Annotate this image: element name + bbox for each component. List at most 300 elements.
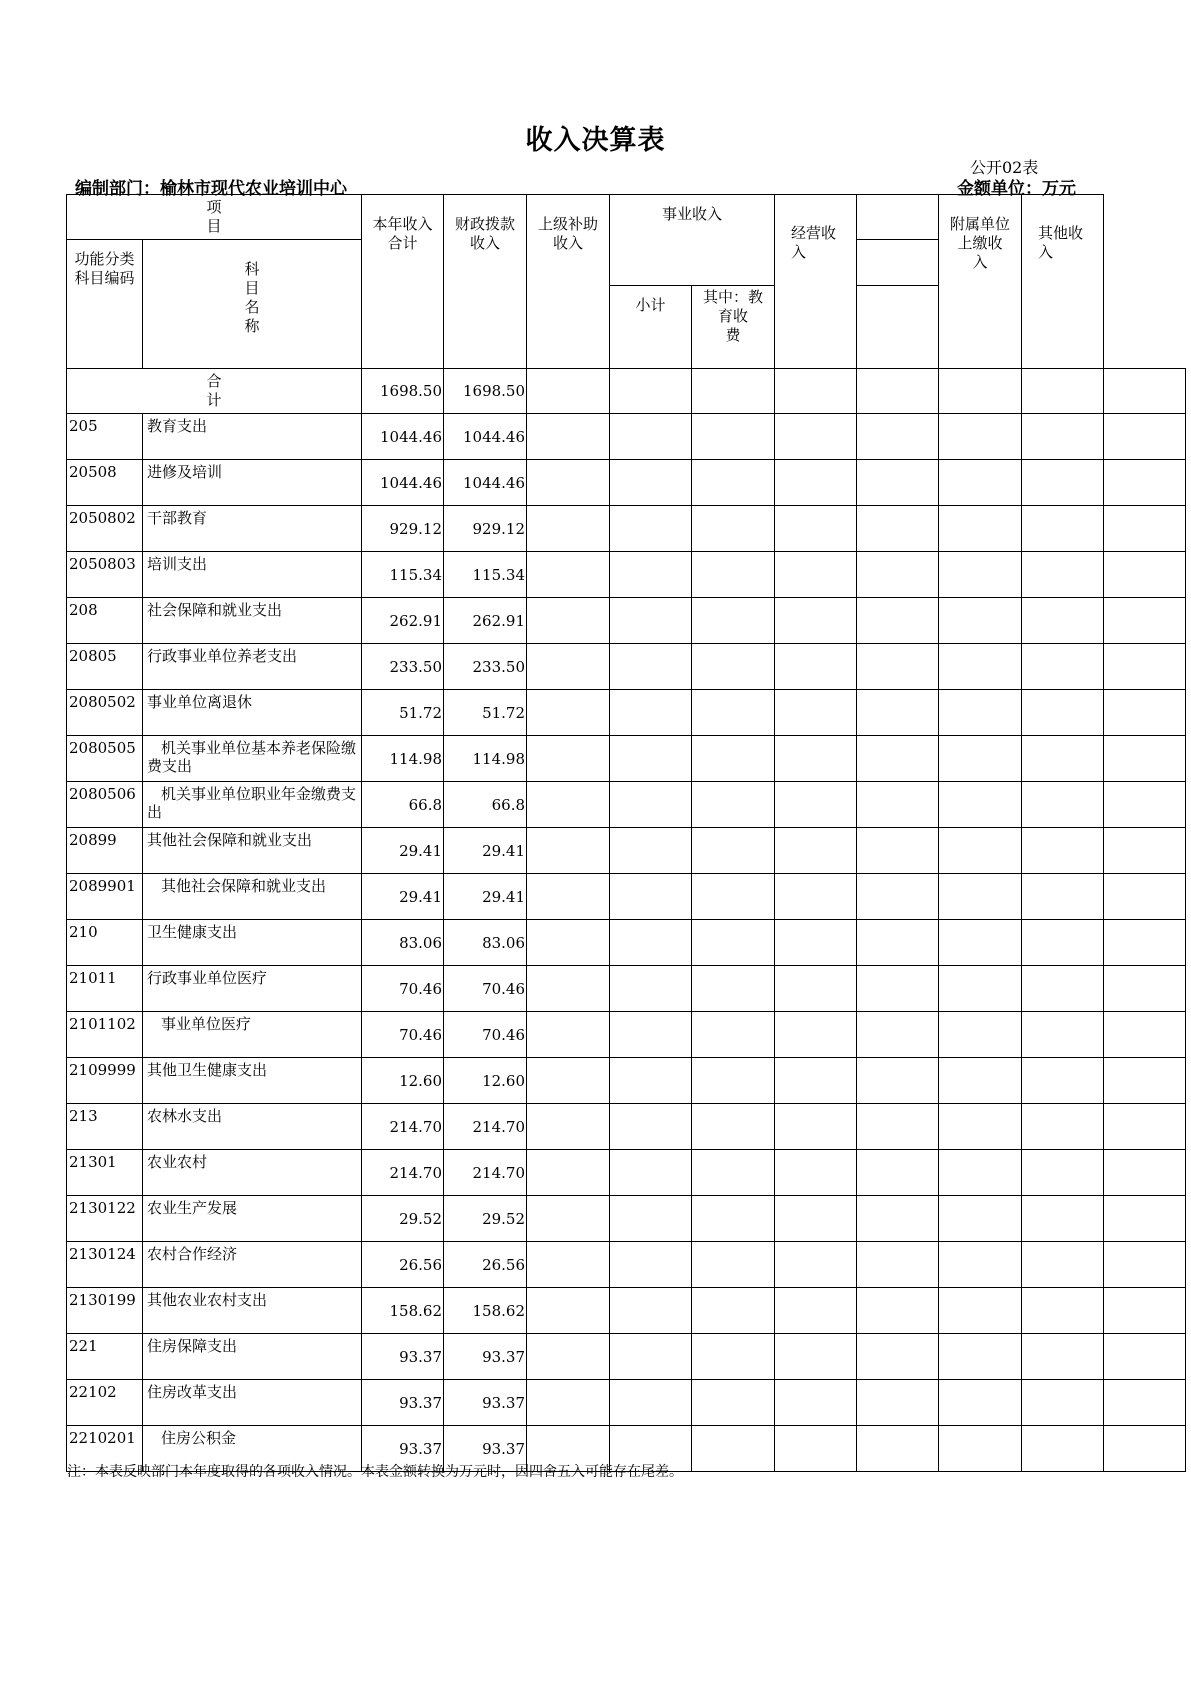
empty-cell	[1022, 460, 1104, 506]
row-total-income: 29.41	[362, 828, 444, 874]
income-table	[66, 194, 1186, 1472]
row-total-income: 1044.46	[362, 460, 444, 506]
empty-cell	[939, 644, 1022, 690]
row-fiscal: 93.37	[444, 1334, 527, 1380]
empty-cell	[1022, 598, 1104, 644]
empty-cell	[939, 598, 1022, 644]
empty-cell	[1022, 874, 1104, 920]
row-fiscal: 114.98	[444, 736, 527, 782]
row-code: 2050803	[67, 552, 143, 598]
empty-cell	[775, 736, 857, 782]
row-fiscal: 214.70	[444, 1104, 527, 1150]
empty-cell	[527, 1288, 610, 1334]
empty-cell	[692, 552, 775, 598]
row-fiscal: 29.41	[444, 874, 527, 920]
row-fiscal: 93.37	[444, 1426, 527, 1472]
empty-cell	[857, 1380, 939, 1426]
empty-cell	[692, 1334, 775, 1380]
empty-cell	[1104, 1334, 1186, 1380]
empty-cell	[857, 1150, 939, 1196]
empty-cell	[939, 552, 1022, 598]
empty-cell	[610, 1288, 692, 1334]
table-note: 注：本表反映部门本年度取得的各项收入情况。本表金额转换为万元时，因四舍五入可能存在尾差。	[67, 1464, 683, 1480]
empty-cell	[1104, 1150, 1186, 1196]
empty-cell	[857, 920, 939, 966]
empty-cell	[610, 460, 692, 506]
empty-cell	[1022, 736, 1104, 782]
empty-cell	[1104, 1242, 1186, 1288]
empty-cell	[1022, 552, 1104, 598]
row-name: 农业农村	[143, 1150, 362, 1196]
table-number: 公开02表	[970, 158, 1039, 177]
empty-cell	[1022, 966, 1104, 1012]
table-row	[67, 414, 1186, 460]
empty-cell	[857, 1426, 939, 1472]
empty-cell	[527, 1334, 610, 1380]
empty-cell	[610, 552, 692, 598]
empty-cell	[610, 874, 692, 920]
empty-cell	[775, 1150, 857, 1196]
row-name: 农林水支出	[143, 1104, 362, 1150]
empty-cell	[1104, 552, 1186, 598]
row-name: 教育支出	[143, 414, 362, 460]
table-row	[67, 920, 1186, 966]
row-name: 行政事业单位养老支出	[143, 644, 362, 690]
table-row	[67, 1196, 1186, 1242]
empty-cell	[1104, 920, 1186, 966]
empty-cell	[775, 1196, 857, 1242]
empty-cell	[692, 598, 775, 644]
empty-cell	[610, 1012, 692, 1058]
empty-cell	[610, 1104, 692, 1150]
empty-cell	[692, 1196, 775, 1242]
empty-cell	[775, 828, 857, 874]
row-total-income: 12.60	[362, 1058, 444, 1104]
total-fiscal-cell: 1698.50	[444, 369, 527, 414]
total-row	[67, 369, 1186, 414]
row-name: 农业生产发展	[143, 1196, 362, 1242]
row-fiscal: 51.72	[444, 690, 527, 736]
row-code: 208	[67, 598, 143, 644]
total-income-cell: 1698.50	[362, 369, 444, 414]
row-total-income: 214.70	[362, 1150, 444, 1196]
empty-cell	[610, 736, 692, 782]
row-total-income: 1044.46	[362, 414, 444, 460]
empty-cell	[527, 414, 610, 460]
empty-cell	[692, 506, 775, 552]
row-name: 住房改革支出	[143, 1380, 362, 1426]
empty-cell	[857, 369, 939, 414]
row-fiscal: 66.8	[444, 782, 527, 828]
empty-cell	[1104, 598, 1186, 644]
row-code: 210	[67, 920, 143, 966]
empty-cell	[939, 920, 1022, 966]
empty-cell	[775, 506, 857, 552]
row-total-income: 93.37	[362, 1334, 444, 1380]
row-code: 21301	[67, 1150, 143, 1196]
empty-cell	[939, 1150, 1022, 1196]
empty-cell	[857, 1288, 939, 1334]
header-superior: 上级补助 收入	[527, 195, 610, 369]
row-code: 2130124	[67, 1242, 143, 1288]
row-total-income: 233.50	[362, 644, 444, 690]
table-row	[67, 874, 1186, 920]
empty-cell	[610, 1380, 692, 1426]
row-total-income: 158.62	[362, 1288, 444, 1334]
empty-cell	[939, 460, 1022, 506]
empty-cell	[692, 414, 775, 460]
header-fiscal: 财政拨款 收入	[444, 195, 527, 369]
empty-cell	[1104, 1104, 1186, 1150]
table-row	[67, 644, 1186, 690]
row-name: 卫生健康支出	[143, 920, 362, 966]
empty-cell	[857, 1196, 939, 1242]
empty-cell	[857, 690, 939, 736]
header-blank-1	[857, 195, 939, 240]
empty-cell	[857, 1012, 939, 1058]
row-code: 2101102	[67, 1012, 143, 1058]
empty-cell	[775, 552, 857, 598]
empty-cell	[775, 460, 857, 506]
row-fiscal: 26.56	[444, 1242, 527, 1288]
empty-cell	[610, 644, 692, 690]
empty-cell	[692, 1288, 775, 1334]
row-code: 20899	[67, 828, 143, 874]
empty-cell	[610, 598, 692, 644]
empty-cell	[527, 828, 610, 874]
row-name: 进修及培训	[143, 460, 362, 506]
empty-cell	[692, 782, 775, 828]
empty-cell	[939, 874, 1022, 920]
row-fiscal: 83.06	[444, 920, 527, 966]
empty-cell	[939, 828, 1022, 874]
empty-cell	[692, 1104, 775, 1150]
row-code: 205	[67, 414, 143, 460]
empty-cell	[857, 1242, 939, 1288]
empty-cell	[692, 1058, 775, 1104]
empty-cell	[527, 1150, 610, 1196]
empty-cell	[1022, 1150, 1104, 1196]
empty-cell	[939, 736, 1022, 782]
header-edu-fee: 其中：教 育收 费	[692, 286, 775, 369]
empty-cell	[1022, 1334, 1104, 1380]
empty-cell	[775, 1058, 857, 1104]
empty-cell	[527, 1196, 610, 1242]
empty-cell	[857, 552, 939, 598]
row-name: 社会保障和就业支出	[143, 598, 362, 644]
row-fiscal: 29.52	[444, 1196, 527, 1242]
empty-cell	[527, 736, 610, 782]
table-row	[67, 1334, 1186, 1380]
empty-cell	[1104, 506, 1186, 552]
empty-cell	[1022, 1426, 1104, 1472]
row-total-income: 114.98	[362, 736, 444, 782]
empty-cell	[857, 1104, 939, 1150]
empty-cell	[775, 966, 857, 1012]
row-name: 机关事业单位职业年金缴费支出	[143, 782, 362, 828]
empty-cell	[775, 1012, 857, 1058]
row-total-income: 26.56	[362, 1242, 444, 1288]
empty-cell	[775, 1334, 857, 1380]
row-fiscal: 262.91	[444, 598, 527, 644]
empty-cell	[857, 874, 939, 920]
empty-cell	[692, 1242, 775, 1288]
empty-cell	[692, 369, 775, 414]
empty-cell	[1104, 1380, 1186, 1426]
empty-cell	[692, 460, 775, 506]
empty-cell	[775, 690, 857, 736]
table-row	[67, 460, 1186, 506]
empty-cell	[775, 920, 857, 966]
empty-cell	[857, 966, 939, 1012]
row-total-income: 29.41	[362, 874, 444, 920]
row-total-income: 51.72	[362, 690, 444, 736]
empty-cell	[527, 644, 610, 690]
row-fiscal: 29.41	[444, 828, 527, 874]
empty-cell	[1022, 828, 1104, 874]
table-row	[67, 690, 1186, 736]
empty-cell	[939, 1380, 1022, 1426]
row-fiscal: 115.34	[444, 552, 527, 598]
empty-cell	[1022, 414, 1104, 460]
empty-cell	[527, 874, 610, 920]
empty-cell	[939, 1288, 1022, 1334]
empty-cell	[1022, 1058, 1104, 1104]
row-name: 干部教育	[143, 506, 362, 552]
empty-cell	[1104, 414, 1186, 460]
empty-cell	[610, 1334, 692, 1380]
row-name: 其他卫生健康支出	[143, 1058, 362, 1104]
table-row	[67, 1012, 1186, 1058]
empty-cell	[939, 506, 1022, 552]
row-code: 2210201	[67, 1426, 143, 1472]
row-code: 21011	[67, 966, 143, 1012]
row-code: 2089901	[67, 874, 143, 920]
row-name: 机关事业单位基本养老保险缴费支出	[143, 736, 362, 782]
row-total-income: 214.70	[362, 1104, 444, 1150]
row-fiscal: 12.60	[444, 1058, 527, 1104]
table-row	[67, 828, 1186, 874]
header-subject-name: 科 目 名 称	[143, 240, 362, 369]
empty-cell	[1022, 782, 1104, 828]
row-name: 住房保障支出	[143, 1334, 362, 1380]
row-name: 农村合作经济	[143, 1242, 362, 1288]
row-code: 2130122	[67, 1196, 143, 1242]
empty-cell	[857, 736, 939, 782]
table-row	[67, 1104, 1186, 1150]
row-fiscal: 158.62	[444, 1288, 527, 1334]
empty-cell	[939, 1196, 1022, 1242]
empty-cell	[939, 414, 1022, 460]
header-business-income: 事业收入	[610, 195, 775, 286]
empty-cell	[692, 1150, 775, 1196]
empty-cell	[692, 874, 775, 920]
table-row	[67, 736, 1186, 782]
empty-cell	[1104, 1426, 1186, 1472]
table-row	[67, 966, 1186, 1012]
compiling-department: 编制部门：榆林市现代农业培训中心	[75, 179, 347, 199]
row-total-income: 70.46	[362, 1012, 444, 1058]
row-total-income: 66.8	[362, 782, 444, 828]
empty-cell	[610, 1242, 692, 1288]
header-affiliated: 附属单位 上缴收 入	[939, 195, 1022, 369]
empty-cell	[1022, 1380, 1104, 1426]
row-total-income: 93.37	[362, 1426, 444, 1472]
table-row	[67, 598, 1186, 644]
row-name: 行政事业单位医疗	[143, 966, 362, 1012]
empty-cell	[527, 1012, 610, 1058]
empty-cell	[1104, 782, 1186, 828]
empty-cell	[775, 369, 857, 414]
empty-cell	[1104, 736, 1186, 782]
empty-cell	[527, 1242, 610, 1288]
empty-cell	[610, 1058, 692, 1104]
empty-cell	[1022, 1242, 1104, 1288]
empty-cell	[775, 1242, 857, 1288]
empty-cell	[1104, 369, 1186, 414]
row-fiscal: 1044.46	[444, 414, 527, 460]
empty-cell	[1104, 1012, 1186, 1058]
table-row	[67, 1058, 1186, 1104]
empty-cell	[1022, 644, 1104, 690]
empty-cell	[857, 460, 939, 506]
empty-cell	[527, 782, 610, 828]
table-row	[67, 1288, 1186, 1334]
header-other: 其他收 入	[1022, 195, 1104, 369]
row-name: 其他农业农村支出	[143, 1288, 362, 1334]
empty-cell	[1022, 920, 1104, 966]
empty-cell	[1022, 690, 1104, 736]
row-name: 事业单位医疗	[143, 1012, 362, 1058]
empty-cell	[692, 1426, 775, 1472]
row-total-income: 93.37	[362, 1380, 444, 1426]
empty-cell	[857, 782, 939, 828]
empty-cell	[1104, 1288, 1186, 1334]
empty-cell	[1022, 1288, 1104, 1334]
empty-cell	[527, 690, 610, 736]
empty-cell	[692, 966, 775, 1012]
row-fiscal: 233.50	[444, 644, 527, 690]
empty-cell	[610, 920, 692, 966]
empty-cell	[610, 414, 692, 460]
empty-cell	[527, 369, 610, 414]
page-title: 收入决算表	[525, 125, 666, 156]
row-total-income: 262.91	[362, 598, 444, 644]
empty-cell	[1022, 1104, 1104, 1150]
row-code: 213	[67, 1104, 143, 1150]
empty-cell	[939, 1058, 1022, 1104]
empty-cell	[939, 690, 1022, 736]
empty-cell	[939, 1242, 1022, 1288]
table-row	[67, 782, 1186, 828]
table-row	[67, 506, 1186, 552]
header-subtotal: 小计	[610, 286, 692, 369]
empty-cell	[857, 414, 939, 460]
empty-cell	[527, 966, 610, 1012]
header-func-code: 功能分类 科目编码	[67, 240, 143, 369]
empty-cell	[527, 552, 610, 598]
empty-cell	[1104, 460, 1186, 506]
row-code: 2109999	[67, 1058, 143, 1104]
empty-cell	[775, 1104, 857, 1150]
empty-cell	[527, 1380, 610, 1426]
header-item: 项 目	[67, 195, 362, 240]
empty-cell	[610, 690, 692, 736]
empty-cell	[939, 1012, 1022, 1058]
empty-cell	[1104, 690, 1186, 736]
empty-cell	[527, 506, 610, 552]
empty-cell	[775, 598, 857, 644]
empty-cell	[692, 920, 775, 966]
row-fiscal: 1044.46	[444, 460, 527, 506]
row-total-income: 115.34	[362, 552, 444, 598]
total-label: 合 计	[67, 369, 362, 414]
empty-cell	[1104, 874, 1186, 920]
empty-cell	[610, 1150, 692, 1196]
row-name: 住房公积金	[143, 1426, 362, 1472]
row-code: 2080502	[67, 690, 143, 736]
empty-cell	[1022, 1012, 1104, 1058]
empty-cell	[1022, 506, 1104, 552]
row-code: 2130199	[67, 1288, 143, 1334]
empty-cell	[857, 828, 939, 874]
empty-cell	[1104, 966, 1186, 1012]
row-code: 221	[67, 1334, 143, 1380]
row-name: 其他社会保障和就业支出	[143, 828, 362, 874]
empty-cell	[1104, 644, 1186, 690]
empty-cell	[857, 644, 939, 690]
empty-cell	[775, 1380, 857, 1426]
empty-cell	[1104, 1196, 1186, 1242]
header-blank-3	[857, 286, 939, 369]
row-total-income: 70.46	[362, 966, 444, 1012]
empty-cell	[1104, 1058, 1186, 1104]
row-total-income: 83.06	[362, 920, 444, 966]
empty-cell	[775, 1288, 857, 1334]
row-code: 2080505	[67, 736, 143, 782]
empty-cell	[1104, 828, 1186, 874]
header-operating: 经营收 入	[775, 195, 857, 369]
row-fiscal: 93.37	[444, 1380, 527, 1426]
row-code: 20805	[67, 644, 143, 690]
empty-cell	[775, 874, 857, 920]
empty-cell	[527, 1058, 610, 1104]
empty-cell	[1022, 369, 1104, 414]
empty-cell	[610, 828, 692, 874]
empty-cell	[610, 369, 692, 414]
empty-cell	[692, 736, 775, 782]
empty-cell	[610, 506, 692, 552]
empty-cell	[527, 920, 610, 966]
row-code: 22102	[67, 1380, 143, 1426]
row-code: 2050802	[67, 506, 143, 552]
empty-cell	[610, 966, 692, 1012]
header-total-income: 本年收入 合计	[362, 195, 444, 369]
amount-unit: 金额单位：万元	[957, 179, 1076, 199]
empty-cell	[692, 1380, 775, 1426]
empty-cell	[857, 1334, 939, 1380]
empty-cell	[857, 1058, 939, 1104]
row-name: 事业单位离退休	[143, 690, 362, 736]
empty-cell	[527, 460, 610, 506]
row-total-income: 29.52	[362, 1196, 444, 1242]
table-row	[67, 1150, 1186, 1196]
row-total-income: 929.12	[362, 506, 444, 552]
empty-cell	[1022, 1196, 1104, 1242]
empty-cell	[692, 644, 775, 690]
empty-cell	[610, 782, 692, 828]
table-row	[67, 552, 1186, 598]
